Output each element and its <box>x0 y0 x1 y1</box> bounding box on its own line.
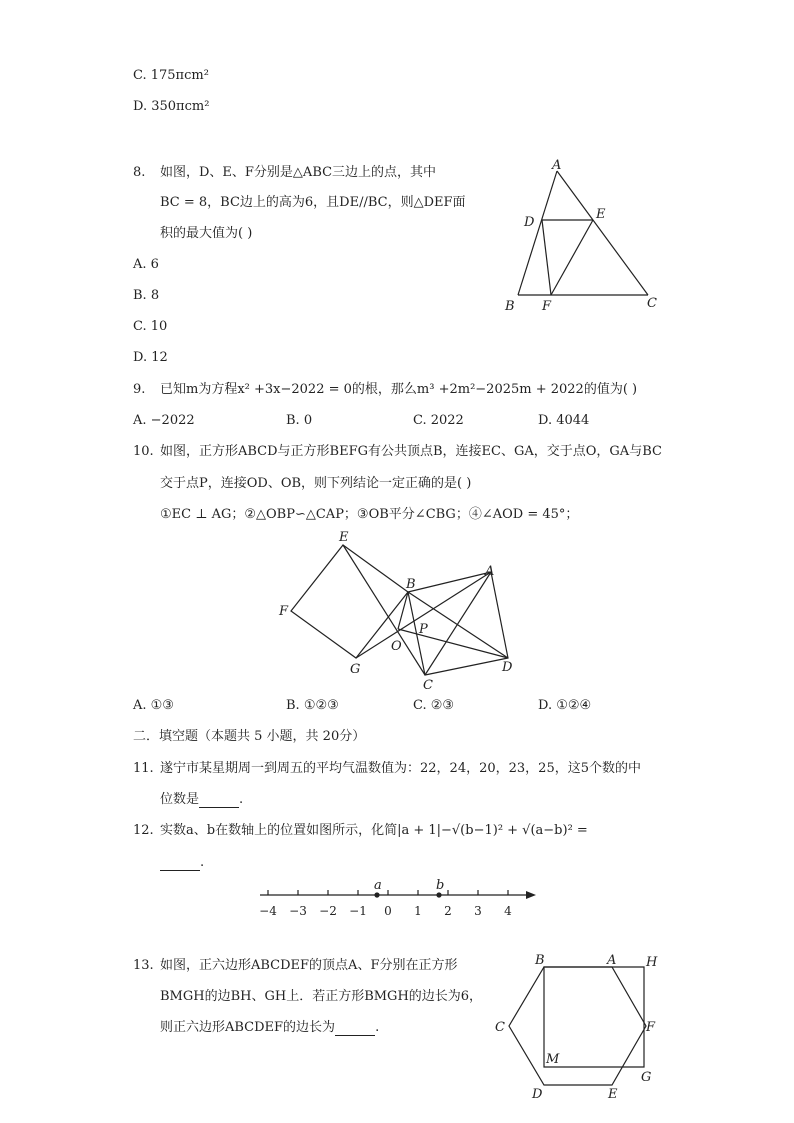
q8-option-d: D. 12 <box>133 350 168 365</box>
q12-axis-arrow <box>526 891 536 899</box>
q8-stem-line3: 积的最大值为( ) <box>160 226 253 241</box>
q10-label-g: G <box>350 662 361 677</box>
q11-stem-line1: 遂宁市某星期周一到周五的平均气温数值为：22，24，20，23，25，这5个数的中 <box>160 761 641 776</box>
q12-answer-blank <box>160 858 200 871</box>
q9-option-c: C. 2022 <box>413 413 464 428</box>
q8-label-e: E <box>596 207 606 222</box>
q10-line-od <box>398 629 508 658</box>
q12-axis-tick-label: −2 <box>319 904 337 918</box>
q11-answer-blank <box>199 795 239 808</box>
q12-number-line <box>250 872 550 922</box>
q10-squares-figure <box>270 525 530 695</box>
q9-option-a: A. −2022 <box>133 413 195 428</box>
q8-stem-line1: 如图，D、E、F分别是△ABC三边上的点，其中 <box>160 165 437 180</box>
q10-line-ga <box>356 572 491 658</box>
q13-hexagon-figure <box>490 950 670 1105</box>
q12-axis-tick-label: −3 <box>289 904 307 918</box>
q7-option-d: D. 350πcm² <box>133 99 210 114</box>
q9-number: 9. <box>133 382 146 397</box>
section-2-title: 二．填空题（本题共 5 小题，共 20分） <box>133 729 366 744</box>
q11-line2-text: 位数是 <box>160 792 200 807</box>
q13-label-f: F <box>646 1020 656 1035</box>
q12-line2-end: . <box>200 855 205 870</box>
q13-label-g: G <box>641 1070 652 1085</box>
q8-line-df <box>542 220 551 295</box>
q11-number: 11. <box>133 761 154 776</box>
q8-line-ef <box>551 220 593 295</box>
q13-number: 13. <box>133 958 154 973</box>
q10-stem-line3: ①EC ⊥ AG；②△OBP∽△CAP；③OB平分∠CBG；④∠AOD = 45°； <box>160 507 579 522</box>
q12-axis-tick-label: 1 <box>414 904 422 918</box>
q8-line-ac <box>557 171 648 295</box>
q13-label-a: A <box>607 953 617 968</box>
q8-label-b: B <box>505 299 515 314</box>
q7-option-c: C. 175πcm² <box>133 68 209 83</box>
q9-stem: 已知m为方程x² +3x−2022 = 0的根，那么m³ +2m²−2025m + 2022的值为( ) <box>160 382 638 397</box>
q10-label-d: D <box>502 660 513 675</box>
q12-axis-tick-label: −1 <box>349 904 367 918</box>
q12-stem-line1: 实数a、b在数轴上的位置如图所示，化简|a + 1|−√(b−1)² + √(a−b)² = <box>160 823 588 838</box>
q12-axis-tick-label: 2 <box>444 904 452 918</box>
q8-label-c: C <box>647 296 657 311</box>
q10-number: 10. <box>133 444 154 459</box>
q13-label-c: C <box>495 1020 505 1035</box>
q8-line-ab <box>518 171 557 295</box>
q10-label-p: P <box>419 622 428 637</box>
q13-label-e: E <box>608 1087 618 1102</box>
q13-stem-line1: 如图，正六边形ABCDEF的顶点A、F分别在正方形 <box>160 958 458 973</box>
q10-label-o: O <box>391 639 402 654</box>
q10-label-f: F <box>279 604 289 619</box>
q12-axis-tick-label: 0 <box>384 904 392 918</box>
q12-stem-line2 <box>160 855 204 871</box>
q10-option-c: C. ②③ <box>413 698 455 713</box>
q10-label-e: E <box>339 530 349 545</box>
q12-label-a: a <box>374 878 382 893</box>
q13-label-m: M <box>546 1052 560 1067</box>
q10-option-d: D. ①②④ <box>538 698 592 713</box>
q8-label-d: D <box>524 215 535 230</box>
q9-option-d: D. 4044 <box>538 413 590 428</box>
q8-option-a: A. 6 <box>133 257 159 272</box>
q10-label-c: C <box>423 678 433 693</box>
q11-stem-line2 <box>160 792 243 808</box>
q12-label-b: b <box>436 878 445 893</box>
q8-stem-line2: BC = 8，BC边上的高为6，且DE//BC，则△DEF面 <box>160 195 466 210</box>
q12-point-a <box>374 892 379 897</box>
q8-option-b: B. 8 <box>133 288 160 303</box>
q13-label-b: B <box>535 953 545 968</box>
q10-option-b: B. ①②③ <box>286 698 339 713</box>
q12-axis-tick-label: 3 <box>474 904 482 918</box>
q12-number: 12. <box>133 823 154 838</box>
q10-option-a: A. ①③ <box>133 698 174 713</box>
q12-axis-tick-label: 4 <box>504 904 512 918</box>
q13-line3-end: . <box>375 1020 380 1035</box>
q10-label-b: B <box>406 577 416 592</box>
q13-stem-line2: BMGH的边BH、GH上．若正方形BMGH的边长为6， <box>160 989 483 1004</box>
q13-label-d: D <box>532 1087 543 1102</box>
q13-stem-line3 <box>160 1020 379 1036</box>
q9-option-b: B. 0 <box>286 413 313 428</box>
q8-label-a: A <box>552 158 562 173</box>
q8-triangle-figure <box>495 150 670 320</box>
q8-label-f: F <box>542 299 552 314</box>
q12-point-b <box>436 892 441 897</box>
q8-number: 8. <box>133 165 146 180</box>
q10-stem-line2: 交于点P，连接OD、OB，则下列结论一定正确的是( ) <box>160 476 472 491</box>
q11-line2-end: . <box>239 792 244 807</box>
q8-option-c: C. 10 <box>133 319 168 334</box>
q10-label-a: A <box>485 564 495 579</box>
q10-line-ac <box>425 572 491 675</box>
q13-label-h: H <box>646 955 658 970</box>
q12-axis-tick-label: −4 <box>259 904 277 918</box>
q10-stem-line1: 如图，正方形ABCD与正方形BEFG有公共顶点B，连接EC、GA，交于点O，GA与BC <box>160 444 662 459</box>
q10-line-ec <box>343 545 425 675</box>
q13-answer-blank <box>335 1023 375 1036</box>
q13-line3-text: 则正六边形ABCDEF的边长为 <box>160 1020 336 1035</box>
